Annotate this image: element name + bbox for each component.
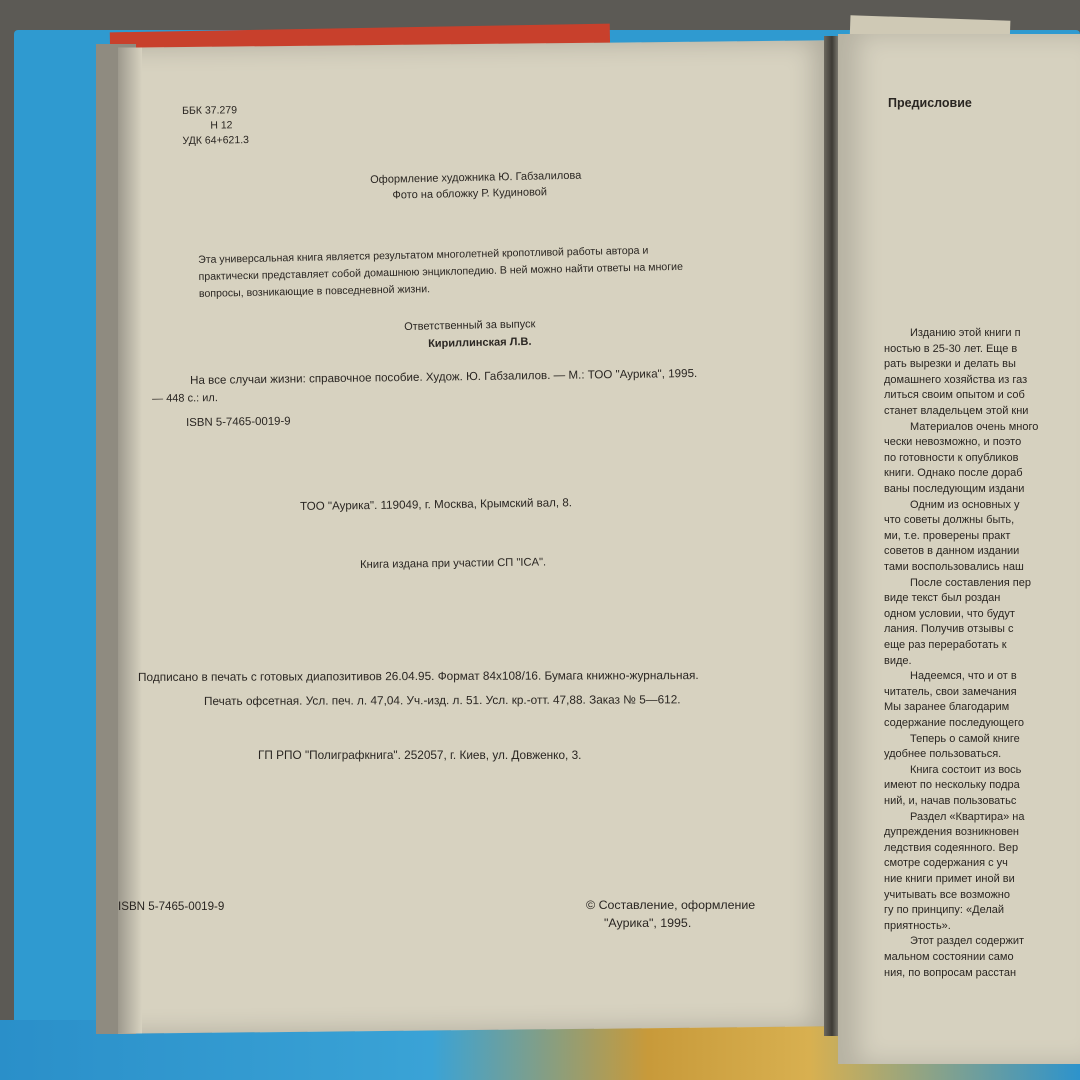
preface-line: ние книги примет иной ви (884, 873, 1015, 885)
preface-line: советов в данном издании (884, 545, 1020, 558)
bibliographic-pages: — 448 с.: ил. (152, 392, 218, 405)
preface-line: станет владельцем этой кни (884, 405, 1029, 417)
preface-line: дупреждения возникновен (884, 826, 1020, 839)
preface-line: читатель, свои замечания (884, 685, 1017, 698)
preface-line: После составления пер (910, 576, 1031, 589)
preface-line: содержание последующего (884, 717, 1024, 729)
credit-line: Оформление художника Ю. Габзалилова (370, 169, 582, 186)
preface-line: удобнее пользоваться. (884, 748, 1002, 761)
preface-line: что советы должны быть, (884, 514, 1015, 527)
isbn-bottom: ISBN 5-7465-0019-9 (118, 900, 225, 913)
preface-line: литься своим опытом и соб (884, 389, 1025, 402)
copyright (586, 896, 755, 932)
preface-line: гу по принципу: «Делай (884, 904, 1005, 917)
credit-line: Фото на обложку Р. Кудиновой (392, 186, 548, 202)
preface-line: ний, и, начав пользоватьс (884, 795, 1017, 807)
preface-line: по готовности к опубликов (884, 451, 1019, 464)
preface-line: учитывать все возможно (884, 888, 1011, 901)
preface-line: ми, т.е. проверены практ (884, 529, 1011, 542)
preface-line: ледствия содеянного. Вер (884, 841, 1019, 854)
preface-line: Одним из основных у (910, 498, 1020, 511)
preface-line: смотре содержания с уч (884, 857, 1008, 870)
preface-line: мальном состоянии само (884, 951, 1014, 963)
preface-line: виде. (884, 654, 912, 667)
preface-line: Этот раздел содержит (910, 935, 1025, 948)
preface-line: Теперь о самой книге (910, 732, 1020, 745)
abstract-line: Эта универсальная книга является результатом многолетней кропотливой работы автора и (198, 244, 649, 266)
responsible-name: Кириллинская Л.В. (428, 335, 532, 350)
preface-line: одном условии, что будут (884, 607, 1015, 620)
preface-line: домашнего хозяйства из газ (884, 373, 1028, 386)
page-edge-shade (118, 47, 142, 1033)
preface-line: еще раз переработать к (884, 639, 1007, 651)
preface-line: Материалов очень много (910, 420, 1039, 433)
preface-line: ностью в 25-30 лет. Еще в (884, 342, 1018, 355)
print-info-line: Подписано в печать с готовых диапозитивов 26.04.95. Формат 84х108/16. Бумага книжно-журнальная. (138, 668, 699, 684)
publisher-address: ТОО "Аурика". 119049, г. Москва, Крымский вал, 8. (300, 496, 573, 513)
preface-line: виде текст был роздан (884, 592, 1001, 605)
preface-line: Книга состоит из вось (910, 763, 1022, 776)
isbn-top: ISBN 5-7465-0019-9 (186, 415, 291, 429)
preface-heading: Предисловие (888, 96, 972, 110)
preface-line: Раздел «Квартира» на (910, 810, 1025, 823)
copyright-line: "Аурика", 1995. (604, 916, 692, 930)
preface-line: Надеемся, что и от в (910, 670, 1017, 683)
copyright-line: © Составление, оформление (586, 898, 756, 912)
print-info-line: Печать офсетная. Усл. печ. л. 47,04. Уч.-изд. л. 51. Усл. кр.-отт. 47,88. Заказ № 5—612. (204, 692, 681, 708)
responsible-label: Ответственный за выпуск (404, 318, 536, 333)
preface-line: ния, по вопросам расстан (884, 966, 1017, 979)
preface-line: приятность». (884, 919, 951, 932)
bibliographic-record: На все случаи жизни: справочное пособие. Худож. Ю. Габзалилов. — М.: ТОО "Аурика", 1995. (190, 366, 698, 387)
catalog-codes (182, 103, 249, 149)
preface-line: Мы заранее благодарим (884, 701, 1010, 714)
preface-line: чески невозможно, и поэто (884, 436, 1022, 449)
printer-address: ГП РПО "Полиграфкнига". 252057, г. Киев, ул. Довженко, 3. (258, 748, 582, 762)
preface-line: рать вырезки и делать вы (884, 358, 1016, 371)
preface-line: книги. Однако после дораб (884, 467, 1023, 480)
preface-line: лания. Получив отзывы с (884, 623, 1014, 636)
preface-line: ваны последующим издани (884, 483, 1025, 495)
catalog-line: Н 12 (210, 119, 233, 132)
preface-line: Изданию этой книги п (910, 327, 1021, 339)
catalog-line: ББК 37.279 (182, 104, 238, 117)
abstract-line: практически представляет собой домашнюю энциклопедию. В ней можно найти ответы на многие (198, 260, 684, 283)
abstract (198, 242, 683, 303)
credits (370, 168, 582, 204)
participation-note: Книга издана при участии СП "ICA". (360, 556, 547, 571)
catalog-line: УДК 64+621.3 (182, 134, 250, 147)
preface-line: тами воспользовались наш (884, 561, 1024, 573)
preface-line: имеют по нескольку подра (884, 779, 1020, 792)
abstract-line: вопросы, возникающие в повседневной жизни. (198, 283, 431, 300)
